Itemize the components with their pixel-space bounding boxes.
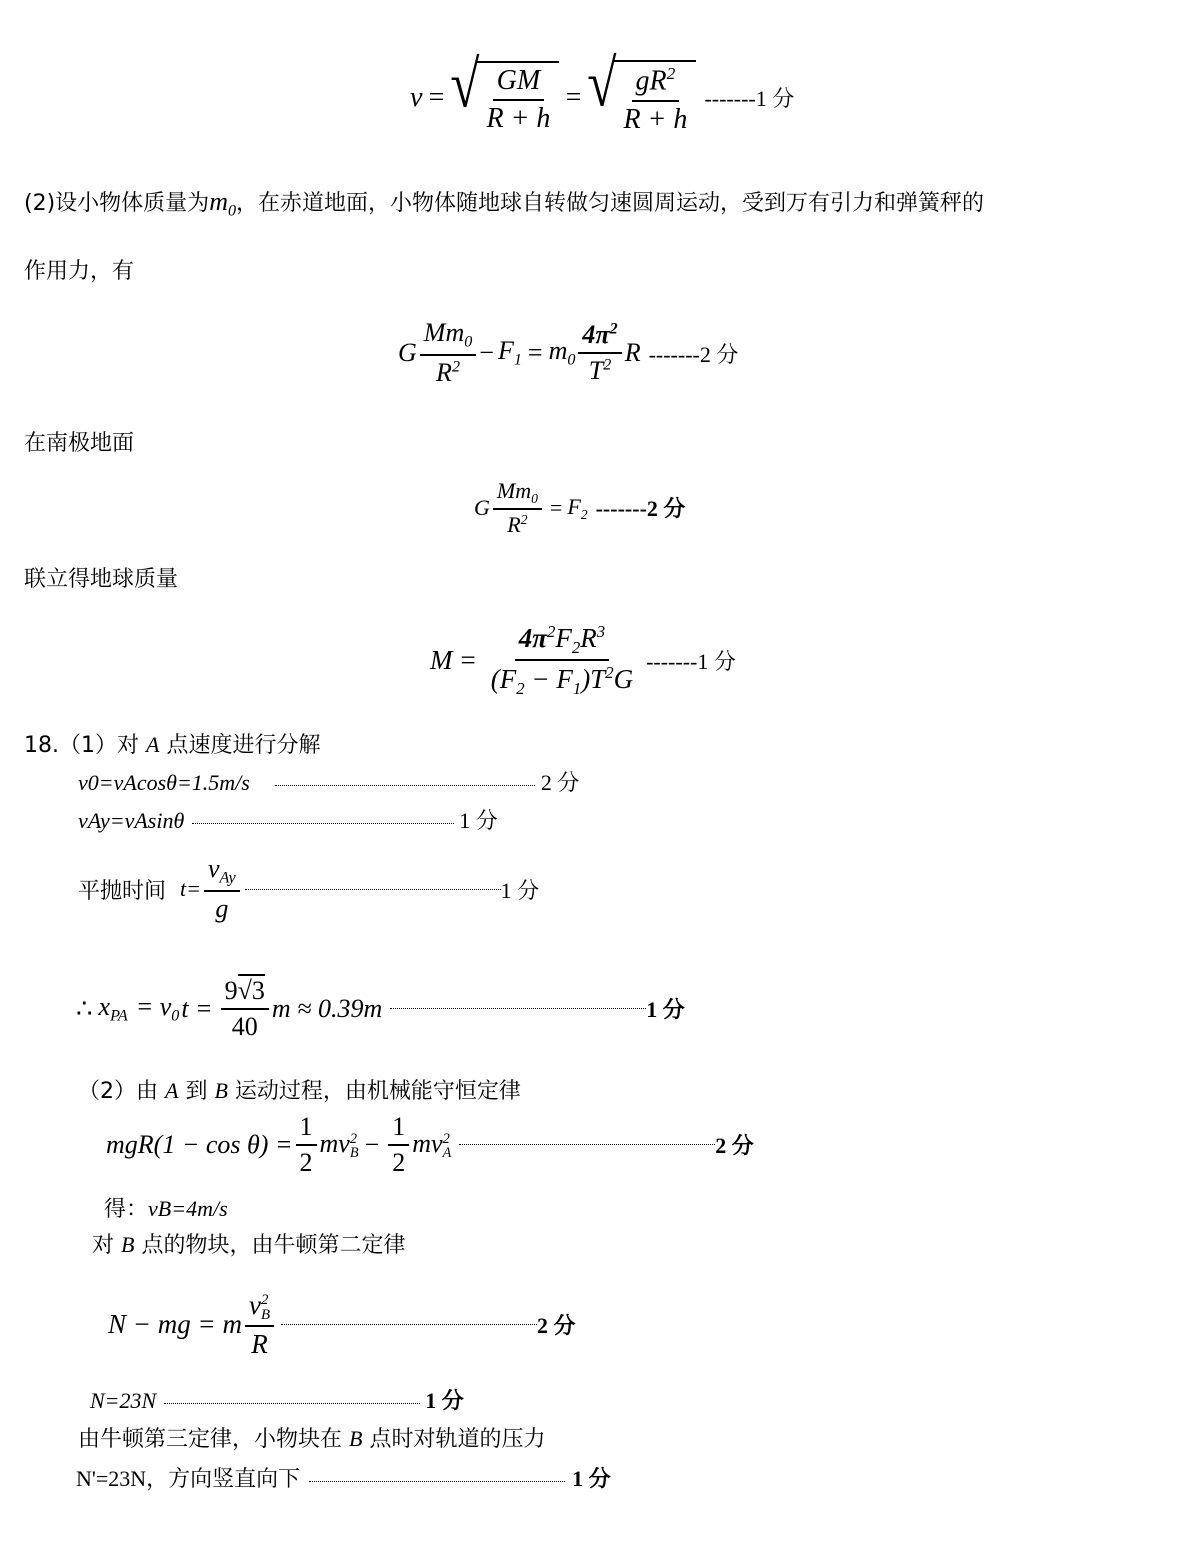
eq3-den-exp: 2 <box>520 512 528 528</box>
eq1-num2-exp: 2 <box>666 64 676 83</box>
q18-heading <box>24 728 320 759</box>
q18-xpa-score: 1 分 <box>646 997 685 1023</box>
eq4-num: 4π <box>518 623 547 654</box>
q18-p2-head: （2）由 <box>78 1079 158 1104</box>
dotted-leader <box>275 785 535 786</box>
q18-newton3-heading <box>78 1422 545 1453</box>
q18-frac-num: 9 <box>224 976 238 1005</box>
eq4-den4: G <box>613 664 634 695</box>
q18-newton2-heading <box>92 1228 405 1259</box>
eq2-num: Mm <box>423 318 465 347</box>
q18-frac-den: 40 <box>231 1011 258 1041</box>
q18-n2-num-exp: 2 <box>260 1291 269 1308</box>
q18-vay-text: vAy=vAsinθ <box>78 808 185 833</box>
q18-newton2-equation <box>108 1290 576 1360</box>
q18-l10-post: 点时对轨道的压力 <box>369 1427 546 1452</box>
dotted-leader <box>281 1324 537 1325</box>
eq4-den1-sub: 2 <box>516 678 525 698</box>
eq1-num2: gR <box>635 65 667 97</box>
q18-p2-tail: 运动过程，由机械能守恒定律 <box>234 1079 521 1104</box>
para-2-line2: 作用力，有 <box>24 259 135 284</box>
q18-vb-text: vB=4m/s <box>148 1196 228 1221</box>
p2-text2: ，在赤道地面，小物体随地球自转做匀速圆周运动，受到万有引力和弹簧秤的 <box>236 191 985 216</box>
eq3-num: Mm <box>496 478 532 503</box>
text-earth-mass: 联立得地球质量 <box>24 567 179 592</box>
q18-half2-den: 2 <box>392 1147 406 1177</box>
eq2-fden: T <box>588 356 604 386</box>
eq2-F: F <box>497 336 514 366</box>
eq3-score: -------2 分 <box>595 496 686 522</box>
equation-earth-mass: M = $\frac{4\pi^2F_2R^3}{(F_2 - F_1)T^2G}$ -------1 分 <box>430 622 736 698</box>
q18-time-t: t= <box>180 876 201 902</box>
text-south-pole: 在南极地面 <box>24 431 135 456</box>
p2-var-sub: 0 <box>227 202 237 220</box>
q18-frac-sqrt: 3 <box>251 976 265 1005</box>
q18-energy-lhs: mgR(1 − cos θ) = <box>106 1129 293 1159</box>
eq1-score: -------1 分 <box>704 86 795 112</box>
q18-v0-text: v0=vAcosθ=1.5m/s <box>78 770 250 795</box>
p2-var: m <box>209 187 228 216</box>
eq2-fden-exp: 2 <box>603 356 612 374</box>
eq2-score: -------2 分 <box>648 341 739 367</box>
q18-n-score: 1 分 <box>425 1388 464 1413</box>
q18-energy-score: 2 分 <box>715 1133 754 1159</box>
eq2-den: R <box>436 358 452 388</box>
eq4-score: -------1 分 <box>646 648 736 674</box>
eq2-m: m <box>548 336 568 366</box>
q18-part2-heading <box>78 1074 521 1105</box>
eq2-num-sub: 0 <box>464 333 473 351</box>
eq2-minus: − <box>479 338 494 368</box>
eq2-den-exp: 2 <box>451 358 460 376</box>
q18-half1-num: 1 <box>296 1112 317 1146</box>
q18-half2-num: 1 <box>388 1112 409 1146</box>
q18-A: A <box>146 732 160 757</box>
eq4-den3: )T <box>581 664 606 695</box>
dotted-leader <box>192 823 454 824</box>
q18-half1-den: 2 <box>299 1147 313 1177</box>
dotted-leader <box>390 1008 646 1009</box>
q18-l7-post: 点的物块，由牛顿第二定律 <box>141 1233 406 1258</box>
eq2-F-sub: 1 <box>513 351 522 369</box>
q18-n2-num: v <box>248 1290 261 1320</box>
q18-line-vay <box>78 804 498 835</box>
eq4-den2-sub: 1 <box>572 678 582 698</box>
q18-headtail: 点速度进行分解 <box>166 733 321 758</box>
dotted-leader <box>309 1481 565 1482</box>
eq1-num1: GM <box>493 65 545 101</box>
q18-line-v0 <box>78 766 579 797</box>
eq3-F-sub: 2 <box>580 506 588 522</box>
q18-l10-B: B <box>349 1426 363 1451</box>
eq4-num-F: F <box>555 623 572 654</box>
q18-va-sub: A <box>442 1145 452 1162</box>
eq2-R: R <box>624 338 641 368</box>
eq2-G: G <box>398 338 417 368</box>
q18-time-num: v <box>207 854 220 883</box>
q18-mva: mv <box>412 1129 443 1159</box>
eq4-num-exp: 2 <box>546 622 556 641</box>
dotted-leader <box>245 889 501 890</box>
equation-south-pole: G $\frac{Mm_0}{R^2}$ = $F_2$ -------2 分 <box>474 478 686 538</box>
q18-n-text: N=23N <box>90 1388 157 1413</box>
eq1-lhs: v <box>410 81 423 113</box>
q18-x-sub: PA <box>110 1007 128 1025</box>
sqrt-2: √ $\frac{gR^2}{R + h}$ <box>587 60 696 136</box>
q18-nprime-score: 1 分 <box>572 1466 611 1491</box>
eq4-num-R: R <box>580 623 597 654</box>
q18-energy-equation <box>106 1112 754 1178</box>
q18-nprime-text: N'=23N，方向竖直向下 <box>76 1466 301 1491</box>
q18-n-result <box>90 1384 464 1415</box>
p2-label: (2) <box>24 191 56 216</box>
sqrt-1: √ $\frac{GM}{R + h}$ <box>450 61 559 135</box>
equation-orbit-speed: v = √ $\frac{GM}{R + h}$ = √ $\frac{gR^2}{R + h}$ -------1 分 <box>410 46 795 135</box>
eq2-fnum: 4π <box>582 320 610 350</box>
q18-n2-num-sub: B <box>260 1306 271 1323</box>
q18-x: x <box>98 992 111 1022</box>
q18-v-sub: 0 <box>171 1007 180 1025</box>
eq4-den1: (F <box>490 664 517 695</box>
q18-n2-lhs: N − mg = m <box>108 1309 242 1340</box>
eq4-num-R-exp: 3 <box>596 622 606 641</box>
q18-n2-score: 2 分 <box>537 1313 576 1339</box>
q18-vay-score: 1 分 <box>459 808 498 833</box>
eq1-den2: R + h <box>623 103 688 135</box>
dotted-leader <box>164 1403 420 1404</box>
q18-vb-label: 得： <box>104 1197 149 1222</box>
q18-n-prime-result <box>76 1462 611 1493</box>
q18-time-label: 平抛时间 <box>78 878 167 904</box>
q18-l7-pre: 对 <box>92 1233 115 1258</box>
equation-equator: G $\frac{Mm_0}{R^2}$ − $F_1$ = $m_0$ $\frac{4\pi^2}{T^2}$ R -------2 分 <box>398 318 739 388</box>
p2-text1: 设小物体质量为 <box>55 191 210 216</box>
q18-v: = v <box>135 992 172 1022</box>
eq3-den: R <box>507 512 521 538</box>
q18-l10-pre: 由牛顿第三定律，小物块在 <box>78 1427 343 1452</box>
q18-p2-A: A <box>165 1078 179 1103</box>
q18-p2-mid: 到 <box>185 1079 208 1104</box>
q18-t: t = <box>181 993 213 1023</box>
q18-time-num-sub: Ay <box>219 869 236 887</box>
q18-energy-minus: − <box>364 1129 380 1159</box>
q18-line-xpa: ∴ $x_{PA}$ = $v_0$ t = $\frac{9√3}{40}$ m ≈ 0.39m 1 分 <box>76 976 685 1041</box>
q18-v0-score: 2 分 <box>540 770 580 795</box>
q18-time-den: g <box>215 894 229 924</box>
eq3-num-sub: 0 <box>531 490 538 506</box>
eq2-fnum-exp: 2 <box>609 320 618 338</box>
eq3-F: F <box>567 493 581 519</box>
q18-l7-B: B <box>121 1232 135 1257</box>
para-2-line1 <box>24 186 984 221</box>
q18-va-exp: 2 <box>442 1130 450 1147</box>
eq4-lhs: M <box>430 644 453 675</box>
q18-head: 18.（1）对 <box>24 733 139 758</box>
eq3-G: G <box>474 494 490 520</box>
eq4-den2: − F <box>524 664 573 695</box>
q18-mvb: mv <box>319 1129 350 1159</box>
q18-p2-B: B <box>214 1078 228 1103</box>
eq1-den1: R + h <box>486 102 551 134</box>
q18-n2-den: R <box>251 1328 268 1359</box>
q18-tail: m ≈ 0.39m <box>271 993 383 1023</box>
q18-vb-sub: B <box>349 1145 359 1162</box>
eq2-m-sub: 0 <box>567 351 576 369</box>
q18-time-score: 1 分 <box>500 877 540 903</box>
therefore-symbol: ∴ <box>76 993 93 1023</box>
eq4-den3-exp: 2 <box>605 663 614 683</box>
q18-vb-exp: 2 <box>349 1130 357 1147</box>
q18-vb-result <box>104 1192 228 1223</box>
eq4-num-F-sub: 2 <box>571 637 581 657</box>
dotted-leader <box>459 1144 715 1145</box>
q18-line-time <box>78 854 539 924</box>
